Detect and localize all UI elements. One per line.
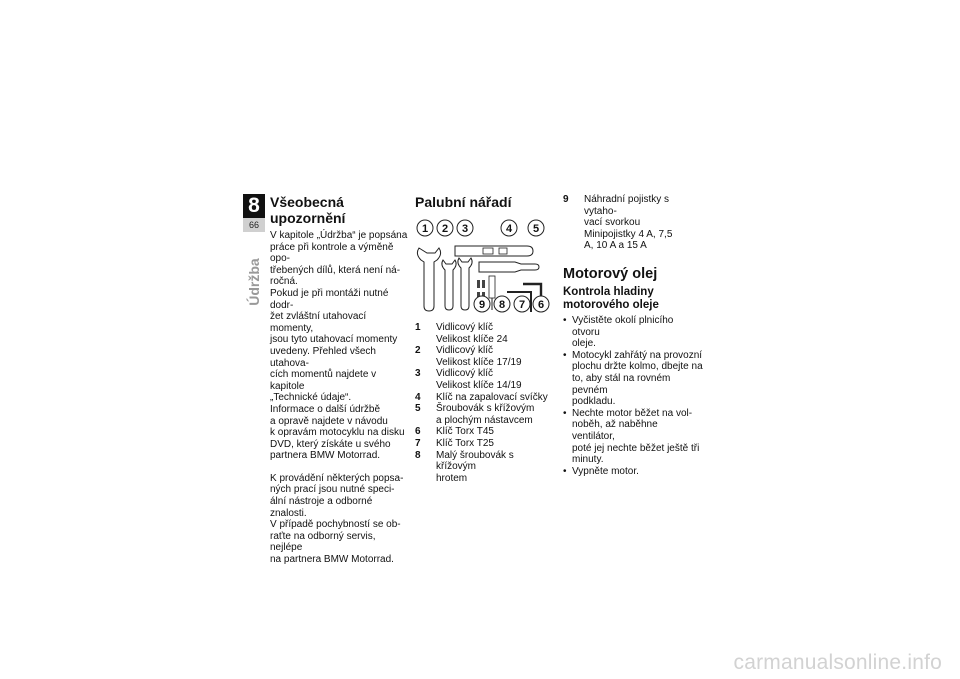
tool-callout-3: 3 (461, 223, 469, 235)
tools-legend (415, 322, 555, 484)
oil-step: • Vypněte motor. (563, 465, 639, 477)
tools-legend-item: 5 Šroubovák s křížovým a plochým nástavcem (415, 403, 535, 426)
tool-callout-7: 7 (518, 299, 526, 311)
general-notes-heading: Všeobecná upozornění (270, 194, 346, 226)
watermark: carmanualsonline.info (733, 651, 942, 674)
page-number: 66 (243, 218, 265, 232)
onboard-tools-column (415, 194, 555, 484)
toolkit-illustration (415, 218, 550, 316)
oil-column (563, 194, 703, 477)
oil-level-check-subheading: Kontrola hladiny motorového oleje (563, 285, 659, 311)
tools-legend-item: 8 Malý šroubovák s křížovým hrotem (415, 449, 514, 484)
tool-callout-6: 6 (537, 299, 545, 311)
general-notes-paragraph-2: K provádění některých popsa- ných prací jsou nutné speci- ální nástroje a odborné znalosti. V případě pochybností se ob- raťte na odborný servis, nejlépe na partnera BMW Motorrad. (270, 472, 404, 566)
chapter-tab (243, 194, 265, 234)
section-title-vertical: Údržba (246, 258, 262, 306)
bullet-icon: • (563, 349, 567, 361)
tools-legend-item: 6 Klíč Torx T45 (415, 426, 494, 438)
tool-callout-8: 8 (498, 299, 506, 311)
chapter-number: 8 (243, 194, 265, 218)
tools-legend-item: 9 Náhradní pojistky s vytaho- vací svorkou Minipojistky 4 A, 7,5 A, 10 A a 15 A (563, 194, 673, 252)
engine-oil-heading: Motorový olej (563, 265, 658, 282)
oil-check-steps (563, 315, 703, 477)
oil-step: • Vyčistěte okolí plnicího otvoru oleje. (563, 314, 674, 350)
onboard-tools-heading: Palubní nářadí (415, 194, 512, 210)
tools-legend-item: 1 Vidlicový klíč Velikost klíče 24 (415, 322, 508, 345)
tools-legend-item: 3 Vidlicový klíč Velikost klíče 14/19 (415, 368, 522, 391)
bullet-icon: • (563, 314, 567, 326)
bullet-icon: • (563, 465, 567, 477)
tool-callout-4: 4 (505, 223, 513, 235)
general-notes-paragraph-1: V kapitole „Údržba“ je popsána práce při kontrole a výměně opo- třebených dílů, která není ná- ročná. Pokud je při montáži nutné dodr- žet zvláštní utahovací momenty, jsou tyto utahovací momenty uvedeny. Přehled všech utahova- cích momentů najdete v kapitole „Technické údaje“. Informace o další údržbě a opravě najdete v návodu k opravám motocyklu na disku DVD, který získáte u svého partnera BMW Motorrad. (270, 230, 408, 462)
oil-step: • Nechte motor běžet na vol- noběh, až naběhne ventilátor, poté jej nechte běžet ještě tři minuty. (563, 407, 700, 466)
tool-callout-9: 9 (478, 299, 486, 311)
bullet-icon: • (563, 407, 567, 419)
tools-legend-item: 4 Klíč na zapalovací svíčky (415, 391, 548, 403)
general-notes-column (270, 194, 410, 566)
tool-callout-5: 5 (532, 223, 540, 235)
tool-callout-2: 2 (441, 223, 449, 235)
tools-legend-item: 7 Klíč Torx T25 (415, 437, 494, 449)
oil-step: • Motocykl zahřátý na provozní plochu držte kolmo, dbejte na to, aby stál na rovném pevném podkladu. (563, 349, 703, 408)
tools-legend-item: 2 Vidlicový klíč Velikost klíče 17/19 (415, 345, 522, 368)
tool-callout-1: 1 (421, 223, 429, 235)
